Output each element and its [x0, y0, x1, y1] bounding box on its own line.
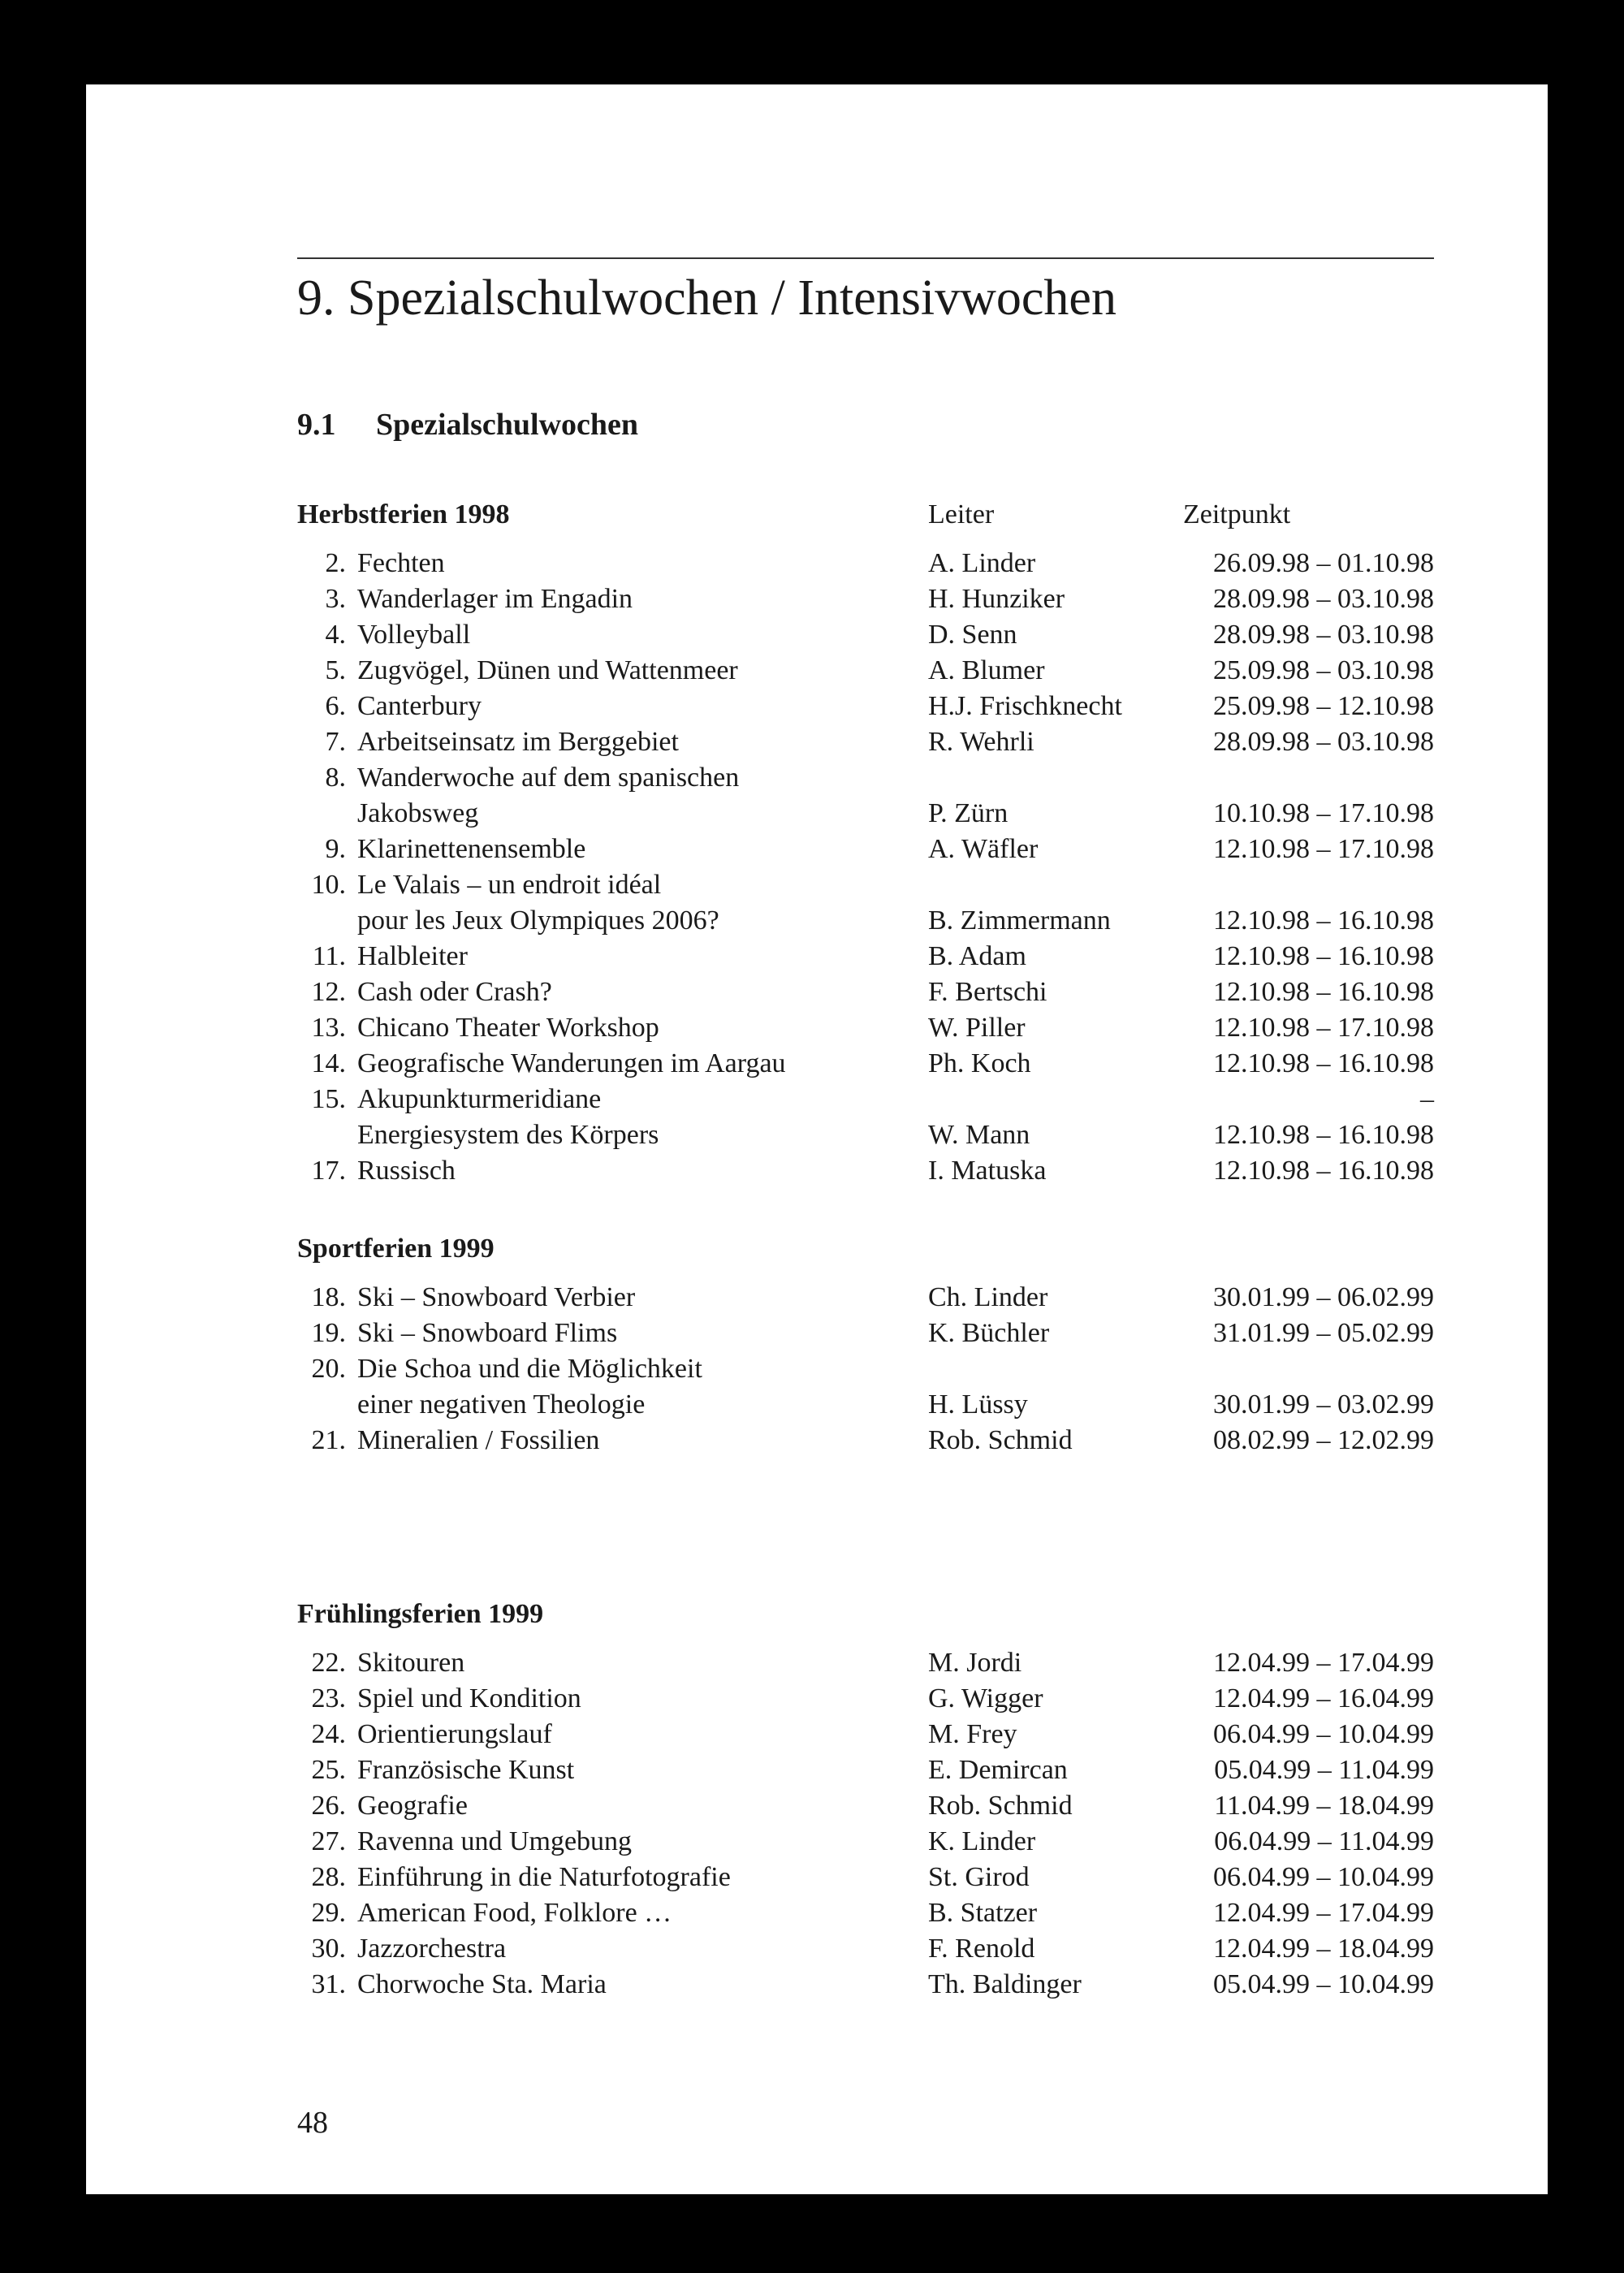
- row-period: 12.10.98 – 17.10.98: [1213, 1013, 1434, 1043]
- row-title: Ski – Snowboard Flims: [357, 1318, 618, 1348]
- row-number: 7.: [325, 727, 346, 757]
- table-row: [297, 1931, 1434, 1967]
- row-number: 26.: [311, 1791, 346, 1821]
- row-period: 12.04.99 – 17.04.99: [1213, 1898, 1434, 1928]
- row-leader: B. Zimmermann: [928, 905, 1111, 936]
- row-title: Französische Kunst: [357, 1755, 575, 1785]
- column-header-leader: Leiter: [928, 499, 995, 529]
- table-row: [297, 1681, 1434, 1717]
- row-period: 12.10.98 – 16.10.98: [1213, 1048, 1434, 1078]
- row-title: Canterbury: [357, 691, 482, 721]
- row-number: 22.: [311, 1648, 346, 1678]
- row-leader: W. Mann: [928, 1120, 1030, 1150]
- row-leader: H.J. Frischknecht: [928, 691, 1122, 721]
- row-title: Volleyball: [357, 620, 471, 650]
- row-period: 08.02.99 – 12.02.99: [1213, 1425, 1434, 1455]
- row-period: 28.09.98 – 03.10.98: [1213, 727, 1434, 757]
- row-title: Russisch: [357, 1156, 456, 1186]
- row-title: Wanderlager im Engadin: [357, 584, 633, 614]
- row-leader: H. Hunziker: [928, 584, 1065, 614]
- row-leader: E. Demircan: [928, 1755, 1068, 1785]
- table-row: [297, 1752, 1434, 1788]
- table-row: [297, 939, 1434, 974]
- table-row: [297, 1351, 1434, 1387]
- group-herbstferien: [297, 492, 1434, 1189]
- table-row: [297, 1860, 1434, 1895]
- row-number: 30.: [311, 1934, 346, 1964]
- row-period: 30.01.99 – 06.02.99: [1213, 1282, 1434, 1312]
- table-row: [297, 1280, 1434, 1316]
- row-number: 2.: [325, 548, 346, 578]
- row-title: Ski – Snowboard Verbier: [357, 1282, 636, 1312]
- row-title: Energiesystem des Körpers: [357, 1120, 659, 1150]
- group-header: [297, 1592, 1434, 1637]
- row-title: Klarinettenensemble: [357, 834, 586, 864]
- table-row: [297, 689, 1434, 724]
- row-leader: A. Blumer: [928, 655, 1045, 685]
- page-number: 48: [297, 2106, 328, 2140]
- row-period: 11.04.99 – 18.04.99: [1214, 1791, 1434, 1821]
- row-number: 6.: [325, 691, 346, 721]
- row-period: 06.04.99 – 10.04.99: [1213, 1862, 1434, 1892]
- row-leader: R. Wehrli: [928, 727, 1034, 757]
- row-period: 25.09.98 – 12.10.98: [1213, 691, 1434, 721]
- row-title: American Food, Folklore …: [357, 1898, 672, 1928]
- row-title: Jakobsweg: [357, 798, 479, 828]
- row-number: 11.: [312, 941, 346, 971]
- row-title: Orientierungslauf: [357, 1719, 552, 1749]
- table-row: [297, 1046, 1434, 1082]
- group-fruehlingsferien: [297, 1592, 1434, 2003]
- table-row: [297, 1387, 1434, 1423]
- table-row: [297, 1895, 1434, 1931]
- row-number: 15.: [311, 1084, 346, 1114]
- row-number: 25.: [311, 1755, 346, 1785]
- row-number: 18.: [311, 1282, 346, 1312]
- row-period: 12.10.98 – 16.10.98: [1213, 977, 1434, 1007]
- group-title: Herbstferien 1998: [297, 499, 510, 529]
- row-title: pour les Jeux Olympiques 2006?: [357, 905, 719, 936]
- row-leader: Ph. Koch: [928, 1048, 1031, 1078]
- row-period: 05.04.99 – 10.04.99: [1213, 1969, 1434, 1999]
- section-label: Spezialschulwochen: [376, 408, 639, 442]
- row-period: 25.09.98 – 03.10.98: [1213, 655, 1434, 685]
- table-row: [297, 1788, 1434, 1824]
- row-leader: W. Piller: [928, 1013, 1026, 1043]
- row-leader: A. Linder: [928, 548, 1036, 578]
- row-leader: Th. Baldinger: [928, 1969, 1082, 1999]
- row-period: 05.04.99 – 11.04.99: [1214, 1755, 1434, 1785]
- row-title: Spiel und Kondition: [357, 1683, 581, 1713]
- row-number: 8.: [325, 763, 346, 793]
- table-row: [297, 760, 1434, 796]
- section-title: [297, 407, 638, 444]
- row-leader: H. Lüssy: [928, 1389, 1028, 1420]
- column-header-period: Zeitpunkt: [1183, 499, 1291, 529]
- row-period: 30.01.99 – 03.02.99: [1213, 1389, 1434, 1420]
- table-row: [297, 653, 1434, 689]
- table-row: [297, 867, 1434, 903]
- row-number: 20.: [311, 1354, 346, 1384]
- row-leader: B. Statzer: [928, 1898, 1038, 1928]
- table-row: [297, 903, 1434, 939]
- row-leader: A. Wäfler: [928, 834, 1039, 864]
- row-leader: I. Matuska: [928, 1156, 1047, 1186]
- table-row: [297, 546, 1434, 581]
- row-period: 06.04.99 – 11.04.99: [1214, 1826, 1434, 1856]
- row-leader: K. Büchler: [928, 1318, 1050, 1348]
- row-period: –: [1420, 1084, 1434, 1114]
- row-number: 21.: [311, 1425, 346, 1455]
- row-title: Cash oder Crash?: [357, 977, 552, 1007]
- row-number: 29.: [311, 1898, 346, 1928]
- row-title: Chorwoche Sta. Maria: [357, 1969, 607, 1999]
- group-header: [297, 492, 1434, 538]
- table-row: [297, 1082, 1434, 1117]
- row-leader: K. Linder: [928, 1826, 1036, 1856]
- row-title: Arbeitseinsatz im Berggebiet: [357, 727, 679, 757]
- row-title: Chicano Theater Workshop: [357, 1013, 659, 1043]
- row-title: Mineralien / Fossilien: [357, 1425, 600, 1455]
- row-leader: P. Zürn: [928, 798, 1009, 828]
- table-row: [297, 1117, 1434, 1153]
- row-leader: B. Adam: [928, 941, 1026, 971]
- row-period: 31.01.99 – 05.02.99: [1213, 1318, 1434, 1348]
- row-period: 12.10.98 – 16.10.98: [1213, 905, 1434, 936]
- row-title: Ravenna und Umgebung: [357, 1826, 633, 1856]
- table-row: [297, 1423, 1434, 1458]
- row-period: 12.10.98 – 17.10.98: [1213, 834, 1434, 864]
- group-sportferien: [297, 1226, 1434, 1458]
- row-period: 12.10.98 – 16.10.98: [1213, 941, 1434, 971]
- row-title: Halbleiter: [357, 941, 468, 971]
- row-number: 23.: [311, 1683, 346, 1713]
- row-period: 28.09.98 – 03.10.98: [1213, 620, 1434, 650]
- table-row: [297, 581, 1434, 617]
- table-row: [297, 617, 1434, 653]
- row-leader: M. Jordi: [928, 1648, 1022, 1678]
- group-title: Frühlingsferien 1999: [297, 1599, 544, 1629]
- row-period: 28.09.98 – 03.10.98: [1213, 584, 1434, 614]
- row-period: 12.10.98 – 16.10.98: [1213, 1120, 1434, 1150]
- row-number: 17.: [311, 1156, 346, 1186]
- row-title: Geografie: [357, 1791, 468, 1821]
- table-row: [297, 1316, 1434, 1351]
- row-leader: D. Senn: [928, 620, 1017, 650]
- row-title: Die Schoa und die Möglichkeit: [357, 1354, 702, 1384]
- row-leader: St. Girod: [928, 1862, 1030, 1892]
- row-number: 3.: [325, 584, 346, 614]
- row-title: Skitouren: [357, 1648, 465, 1678]
- row-title: Akupunkturmeridiane: [357, 1084, 602, 1114]
- course-list: [297, 546, 1434, 1189]
- course-list: [297, 1645, 1434, 2003]
- row-title: Einführung in die Naturfotografie: [357, 1862, 731, 1892]
- row-period: 06.04.99 – 10.04.99: [1213, 1719, 1434, 1749]
- row-title: Jazzorchestra: [357, 1934, 507, 1964]
- row-period: 12.10.98 – 16.10.98: [1213, 1156, 1434, 1186]
- group-title: Sportferien 1999: [297, 1234, 495, 1264]
- row-title: Fechten: [357, 548, 445, 578]
- table-row: [297, 724, 1434, 760]
- row-period: 26.09.98 – 01.10.98: [1213, 548, 1434, 578]
- table-row: [297, 1645, 1434, 1681]
- header-rule: [297, 257, 1434, 259]
- row-number: 31.: [311, 1969, 346, 1999]
- table-row: [297, 832, 1434, 867]
- table-row: [297, 1824, 1434, 1860]
- row-title: einer negativen Theologie: [357, 1389, 646, 1420]
- row-title: Wanderwoche auf dem spanischen: [357, 763, 740, 793]
- row-leader: M. Frey: [928, 1719, 1017, 1749]
- row-period: 12.04.99 – 17.04.99: [1213, 1648, 1434, 1678]
- row-period: 12.04.99 – 18.04.99: [1213, 1934, 1434, 1964]
- row-title: Zugvögel, Dünen und Wattenmeer: [357, 655, 738, 685]
- row-number: 14.: [311, 1048, 346, 1078]
- row-number: 12.: [311, 977, 346, 1007]
- row-title: Geografische Wanderungen im Aargau: [357, 1048, 786, 1078]
- table-row: [297, 1010, 1434, 1046]
- row-leader: Rob. Schmid: [928, 1425, 1073, 1455]
- chapter-title: 9. Spezialschulwochen / Intensivwochen: [297, 270, 1116, 326]
- group-header: [297, 1226, 1434, 1272]
- table-row: [297, 1717, 1434, 1752]
- section-number: 9.1: [297, 408, 336, 442]
- row-leader: Rob. Schmid: [928, 1791, 1073, 1821]
- row-number: 4.: [325, 620, 346, 650]
- table-row: [297, 1967, 1434, 2003]
- table-row: [297, 1153, 1434, 1189]
- row-leader: F. Renold: [928, 1934, 1035, 1964]
- row-number: 19.: [311, 1318, 346, 1348]
- row-leader: F. Bertschi: [928, 977, 1047, 1007]
- table-row: [297, 974, 1434, 1010]
- page: [86, 84, 1548, 2194]
- row-number: 27.: [311, 1826, 346, 1856]
- row-leader: G. Wigger: [928, 1683, 1043, 1713]
- row-number: 13.: [311, 1013, 346, 1043]
- row-number: 10.: [311, 870, 346, 900]
- table-row: [297, 796, 1434, 832]
- row-number: 5.: [325, 655, 346, 685]
- course-list: [297, 1280, 1434, 1458]
- row-period: 12.04.99 – 16.04.99: [1213, 1683, 1434, 1713]
- row-title: Le Valais – un endroit idéal: [357, 870, 662, 900]
- row-number: 24.: [311, 1719, 346, 1749]
- row-period: 10.10.98 – 17.10.98: [1213, 798, 1434, 828]
- row-number: 28.: [311, 1862, 346, 1892]
- row-number: 9.: [325, 834, 346, 864]
- row-leader: Ch. Linder: [928, 1282, 1048, 1312]
